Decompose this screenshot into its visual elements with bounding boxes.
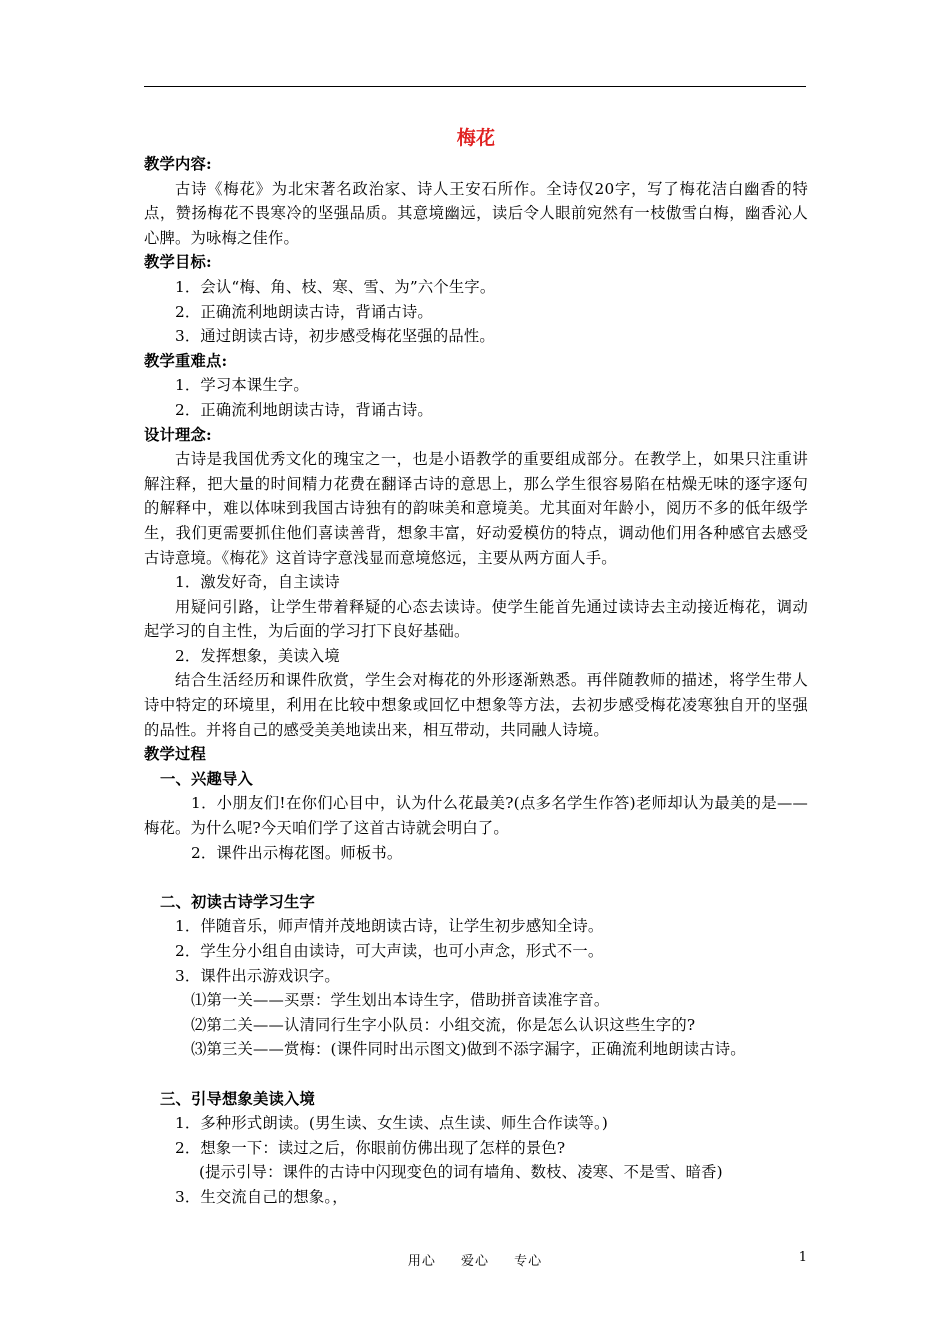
section-item: 2．课件出示梅花图。师板书。 — [191, 843, 403, 862]
concept-item-text: 用疑问引路，让学生带着释疑的心态去读诗。使学生能首先通过读诗去主动接近梅花，调动起学习的自主性，为后面的学习打下良好基础。 — [144, 597, 808, 641]
key-point-item: 2．正确流利地朗读古诗，背诵古诗。 — [175, 400, 433, 419]
concept-item-text: 结合生活经历和课件欣赏，学生会对梅花的外形逐渐熟悉。再伴随教师的描述，将学生带人诗中特定的环境里，利用在比较中想象或回忆中想象等方法，去初步感受梅花凌寒独自开的坚强的品性。并将自己的感受美美地读出来，相互带动，共同融人诗境。 — [144, 671, 808, 739]
section-item: 1．伴随音乐，师声情并茂地朗读古诗，让学生初步感知全诗。 — [175, 917, 604, 936]
page-number: 1 — [798, 1250, 807, 1265]
section-item: 3．生交流自己的想象。， — [175, 1187, 348, 1206]
header-rule — [144, 86, 806, 87]
section-item: 1．多种形式朗读。(男生读、女生读、点生读、师生合作读等。) — [175, 1114, 609, 1133]
footer-slogan-word: 用心 — [407, 1254, 436, 1269]
document-body — [144, 124, 808, 1210]
section-item: 2．想象一下：读过之后，你眼前仿佛出现了怎样的景色? — [175, 1138, 566, 1157]
section-title: 三、引导想象美读入境 — [160, 1089, 315, 1108]
section-item: 2．学生分小组自由读诗，可大声读，也可小声念，形式不一。 — [175, 942, 604, 960]
section-subitem: ⑴第一关——买票：学生划出本诗生字，借助拼音读准字音。 — [191, 991, 610, 1010]
content-heading: 教学内容: — [144, 155, 212, 173]
key-point-item: 1．学习本课生字。 — [175, 376, 309, 395]
section-subitem: ⑶第三关——赏梅：(课件同时出示图文)做到不添字漏字，正确流利地朗读古诗。 — [191, 1040, 746, 1059]
key-points-heading: 教学重难点: — [144, 351, 228, 370]
concept-item-title: 1．激发好奇，自主读诗 — [175, 573, 340, 592]
footer-slogan-word: 专心 — [514, 1254, 543, 1269]
goal-item: 2．正确流利地朗读古诗，背诵古诗。 — [175, 302, 433, 321]
footer-slogan — [0, 1250, 950, 1269]
section-hint: (提示引导：课件的古诗中闪现变色的词有墙角、数枝、凌寒、不是雪、暗香) — [199, 1163, 723, 1182]
section-title: 二、初读古诗学习生字 — [160, 892, 315, 911]
concept-item-title: 2．发挥想象，美读入境 — [175, 646, 340, 665]
goals-heading: 教学目标: — [144, 253, 212, 272]
content-paragraph: 古诗《梅花》为北宋著名政治家、诗人王安石所作。全诗仅20字，写了梅花洁白幽香的特点，赞扬梅花不畏寒冷的坚强品质。其意境幽远，读后令人眼前宛然有一枝傲雪白梅，幽香沁人心脾。为咏梅之佳作。 — [144, 179, 808, 247]
concept-heading: 设计理念: — [144, 425, 212, 444]
section-title: 一、兴趣导入 — [160, 769, 253, 788]
footer-slogan-word: 爱心 — [460, 1254, 489, 1269]
goal-item: 3．通过朗读古诗，初步感受梅花坚强的品性。 — [175, 327, 495, 346]
section-subitem: ⑵第二关——认清同行生字小队员：小组交流，你是怎么认识这些生字的? — [191, 1015, 696, 1034]
spacer — [144, 1062, 808, 1087]
section-item: 3．课件出示游戏识字。 — [175, 966, 340, 985]
goal-item: 1．会认“梅、角、枝、寒、雪、为”六个生字。 — [175, 277, 496, 296]
section-item: 1．小朋友们!在你们心目中，认为什么花最美?(点多名学生作答)老师却认为最美的是——梅花。为什么呢?今天咱们学了这首古诗就会明白了。 — [144, 794, 808, 838]
concept-paragraph: 古诗是我国优秀文化的瑰宝之一，也是小语教学的重要组成部分。在教学上，如果只注重讲解注释，把大量的时间精力花费在翻译古诗的意思上，那么学生很容易陷在枯燥无味的逐字逐句的解释中，难以体味到我国古诗独有的韵味美和意境美。尤其面对年龄小，阅历不多的低年级学生，我们更需要抓住他们喜读善背，想象丰富，好动爱模仿的特点，调动他们用各种感官去感受古诗意境。《梅花》这首诗字意浅显而意境悠远，主要从两方面人手。 — [144, 450, 808, 567]
process-heading: 教学过程 — [144, 745, 206, 764]
page-title: 梅花 — [456, 127, 496, 149]
page-footer — [0, 1250, 950, 1270]
spacer — [144, 865, 808, 890]
